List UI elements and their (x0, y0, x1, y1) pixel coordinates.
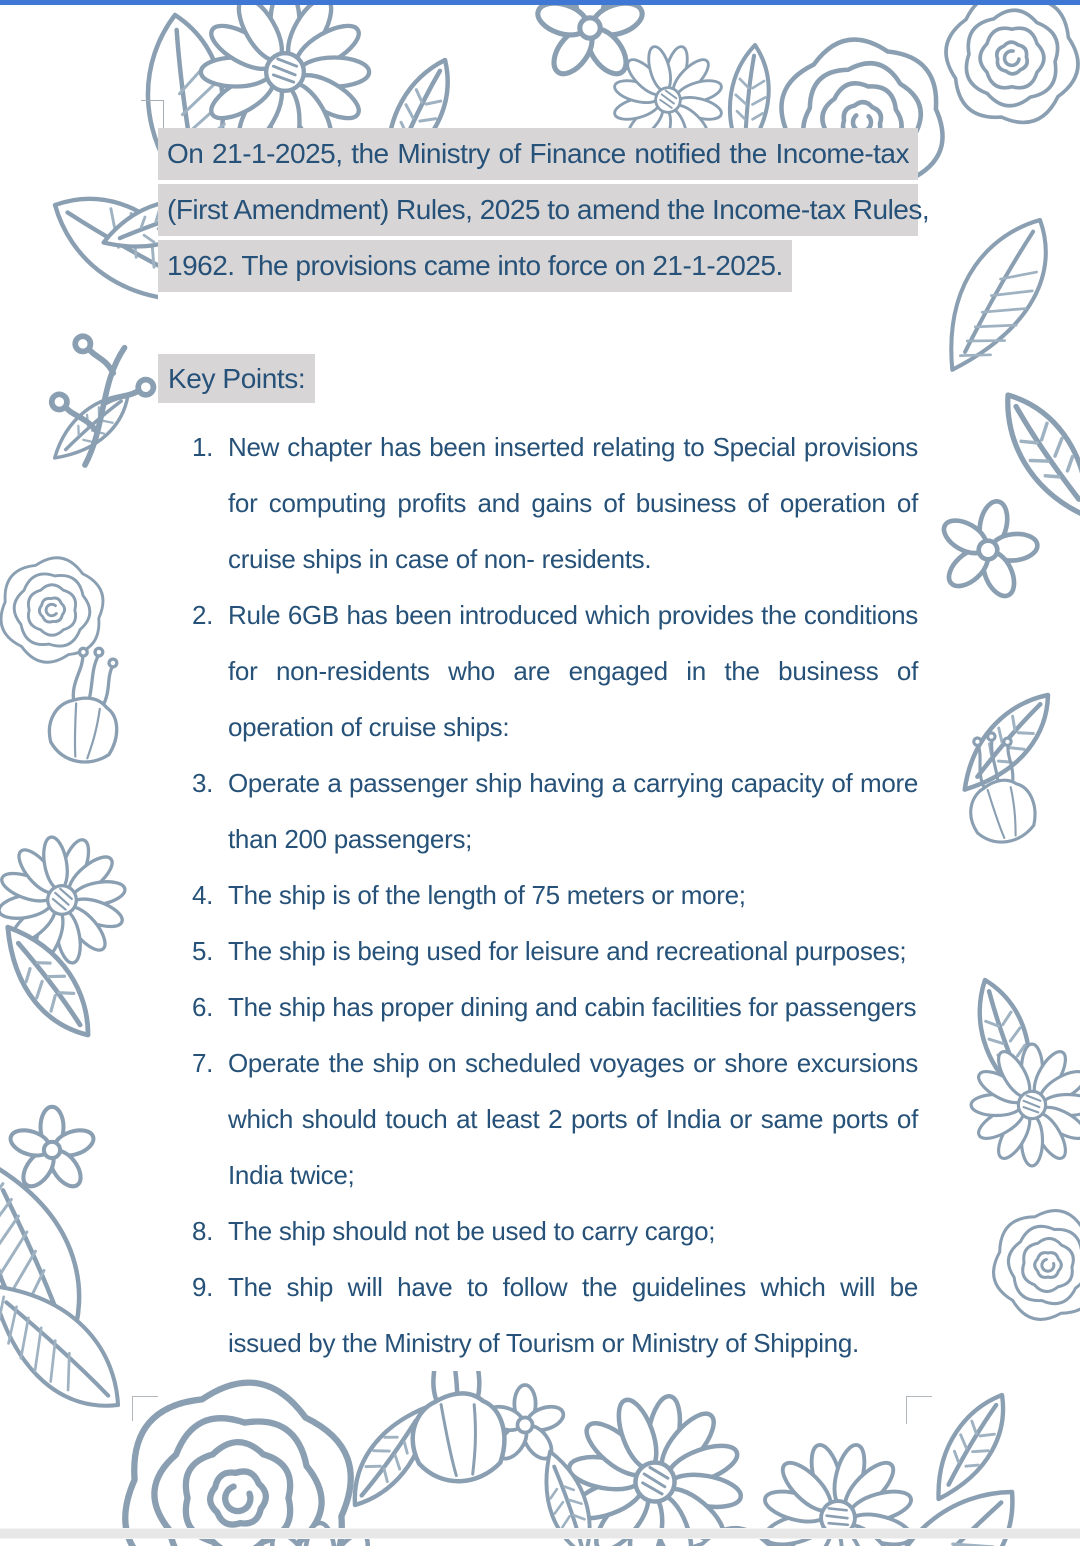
list-item-number: 1. (192, 432, 214, 462)
list-item-number: 8. (192, 1216, 214, 1246)
list-item (158, 419, 918, 587)
intro-line: On 21-1-2025, the Ministry of Finance notified the Income-tax (158, 128, 918, 180)
list-item-number: 3. (192, 768, 214, 798)
list-item-text: Operate the ship on scheduled voyages or shore excursions which should touch at least 2 ports of India or same ports of India twice; (228, 1048, 918, 1190)
list-item-text: The ship has proper dining and cabin facilities for passengers (228, 992, 917, 1022)
list-item-text: Operate a passenger ship having a carrying capacity of more than 200 passengers; (228, 768, 918, 854)
list-item (158, 867, 918, 923)
list-item-text: The ship should not be used to carry cargo; (228, 1216, 716, 1246)
list-item (158, 979, 918, 1035)
list-item-number: 9. (192, 1272, 214, 1302)
table-corner-mark-right (906, 1396, 932, 1424)
list-item (158, 1259, 918, 1371)
intro-paragraph (158, 128, 930, 292)
list-item (158, 1035, 918, 1203)
table-corner-mark-left (132, 1396, 158, 1421)
text-anchor-mark (141, 100, 164, 128)
list-item-number: 6. (192, 992, 214, 1022)
list-item-number: 4. (192, 880, 214, 910)
list-item-number: 5. (192, 936, 214, 966)
document-body (158, 128, 930, 1371)
list-item-number: 2. (192, 600, 214, 630)
page-separator (0, 1528, 1080, 1539)
list-item (158, 587, 918, 755)
list-item-text: New chapter has been inserted relating to Special provisions for computing profits and gains of business of operation of cruise ships in case of non- residents. (228, 432, 918, 574)
key-points-heading: Key Points: (158, 354, 315, 403)
list-item-number: 7. (192, 1048, 214, 1078)
top-accent-bar (0, 0, 1080, 5)
list-item-text: The ship is being used for leisure and recreational purposes; (228, 936, 907, 966)
list-item-text: The ship is of the length of 75 meters or more; (228, 880, 746, 910)
list-item (158, 755, 918, 867)
list-item-text: Rule 6GB has been introduced which provides the conditions for non-residents who are engaged in the business of operation of cruise ships: (228, 600, 918, 742)
intro-line: 1962. The provisions came into force on 21-1-2025. (158, 240, 792, 292)
key-points-list (158, 419, 918, 1371)
list-item (158, 1203, 918, 1259)
list-item-text: The ship will have to follow the guidelines which will be issued by the Ministry of Tourism or Ministry of Shipping. (228, 1272, 918, 1358)
list-item (158, 923, 918, 979)
intro-line: (First Amendment) Rules, 2025 to amend the Income-tax Rules, (158, 184, 918, 236)
